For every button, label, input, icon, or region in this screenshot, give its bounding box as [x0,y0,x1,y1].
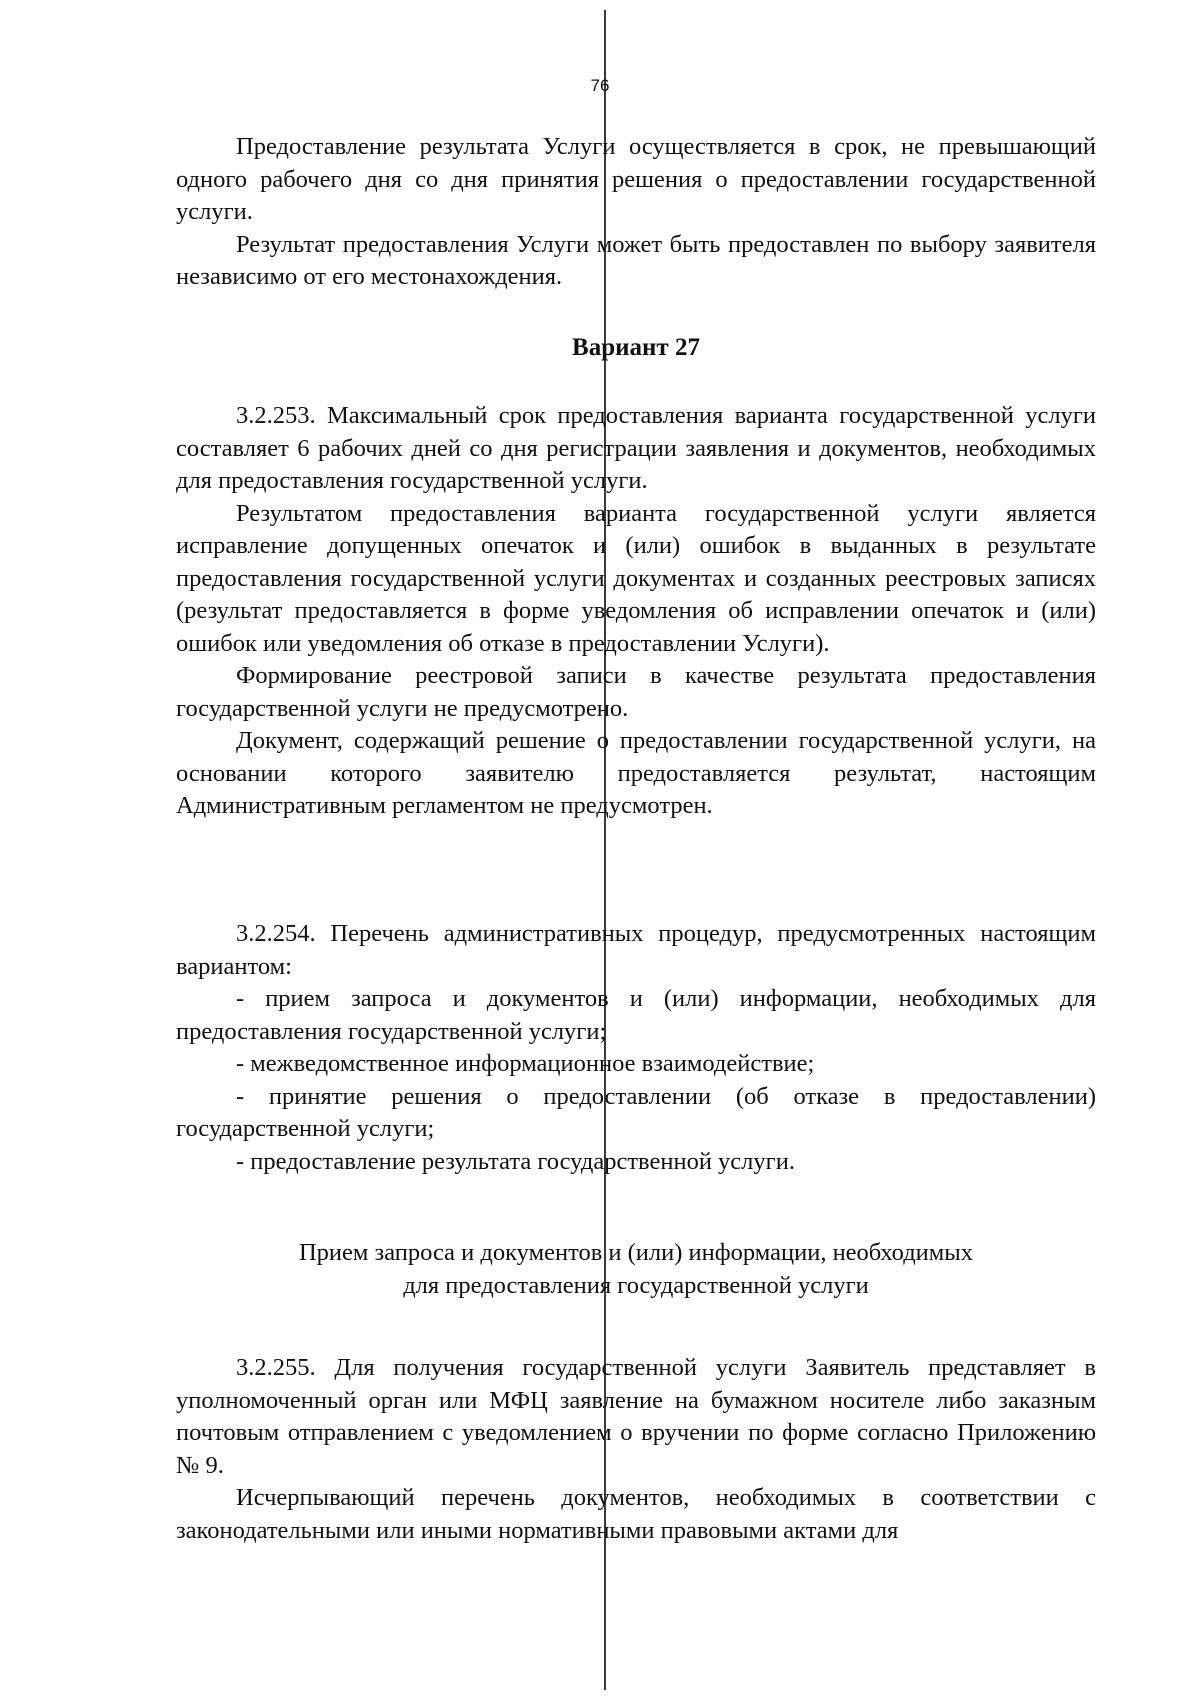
procedure-list-item: - межведомственное информационное взаимодействие; [236,1050,815,1077]
section-254-intro: 3.2.254. Перечень административных процедур, предусмотренных настоящим вариантом: [176,920,1096,980]
procedure-list-item: - прием запроса и документов и (или) информации, необходимых для предоставления государственной услуги; [176,985,1096,1045]
subsection-heading-line-1: Прием запроса и документов и (или) информации, необходимых [298,1239,973,1266]
page-number: 76 [590,76,610,95]
variant-heading: Вариант 27 [572,334,700,361]
procedure-list-item: - принятие решения о предоставлении (об отказе в предоставлении) государственной услуги; [176,1082,1096,1142]
intro-paragraph-2: Результат предоставления Услуги может быть предоставлен по выбору заявителя независимо от его местонахождения. [176,230,1096,290]
section-255-paragraph-1: 3.2.255. Для получения государственной услуги Заявитель представляет в уполномоченный орган или МФЦ заявление на бумажном носителе либо заказным почтовым отправлением с уведомлением о вручении по форме согласно Приложению № 9. [176,1354,1096,1479]
section-253-paragraph-3: Формирование реестровой записи в качестве результата предоставления государственной услуги не предусмотрено. [176,662,1096,722]
procedure-list-item: - предоставление результата государственной услуги. [236,1147,795,1175]
section-253-paragraph-2: Результатом предоставления варианта государственной услуги является исправление допущенных опечаток и (или) ошибок в выданных в результате предоставления государственной услуги документах и созданных реестровых записях (результат предоставляется в форме уведомления об исправлении опечаток и (или) ошибок или уведомления об отказе в предоставлении Услуги). [176,499,1096,657]
section-254 [176,918,1096,1178]
subsection-heading-line-2: для предоставления государственной услуги [403,1272,869,1299]
section-255 [176,1352,1096,1547]
section-253-paragraph-4: Документ, содержащий решение о предоставлении государственной услуги, на основании которого заявителю предоставляется результат, настоящим Административным регламентом не предусмотрен. [176,727,1096,819]
intro-paragraph-1: Предоставление результата Услуги осуществляется в срок, не превышающий одного рабочего дня со дня принятия решения о предоставлении государственной услуги. [176,133,1096,225]
section-255-paragraph-2: Исчерпывающий перечень документов, необходимых в соответствии с законодательными или иными нормативными правовыми актами для [176,1484,1096,1544]
section-253 [176,400,1096,823]
intro-block [176,131,1096,294]
section-253-paragraph-1: 3.2.253. Максимальный срок предоставления варианта государственной услуги составляет 6 рабочих дней со дня регистрации заявления и документов, необходимых для предоставления государственной услуги. [176,402,1096,494]
subsection-heading [176,1236,1096,1302]
